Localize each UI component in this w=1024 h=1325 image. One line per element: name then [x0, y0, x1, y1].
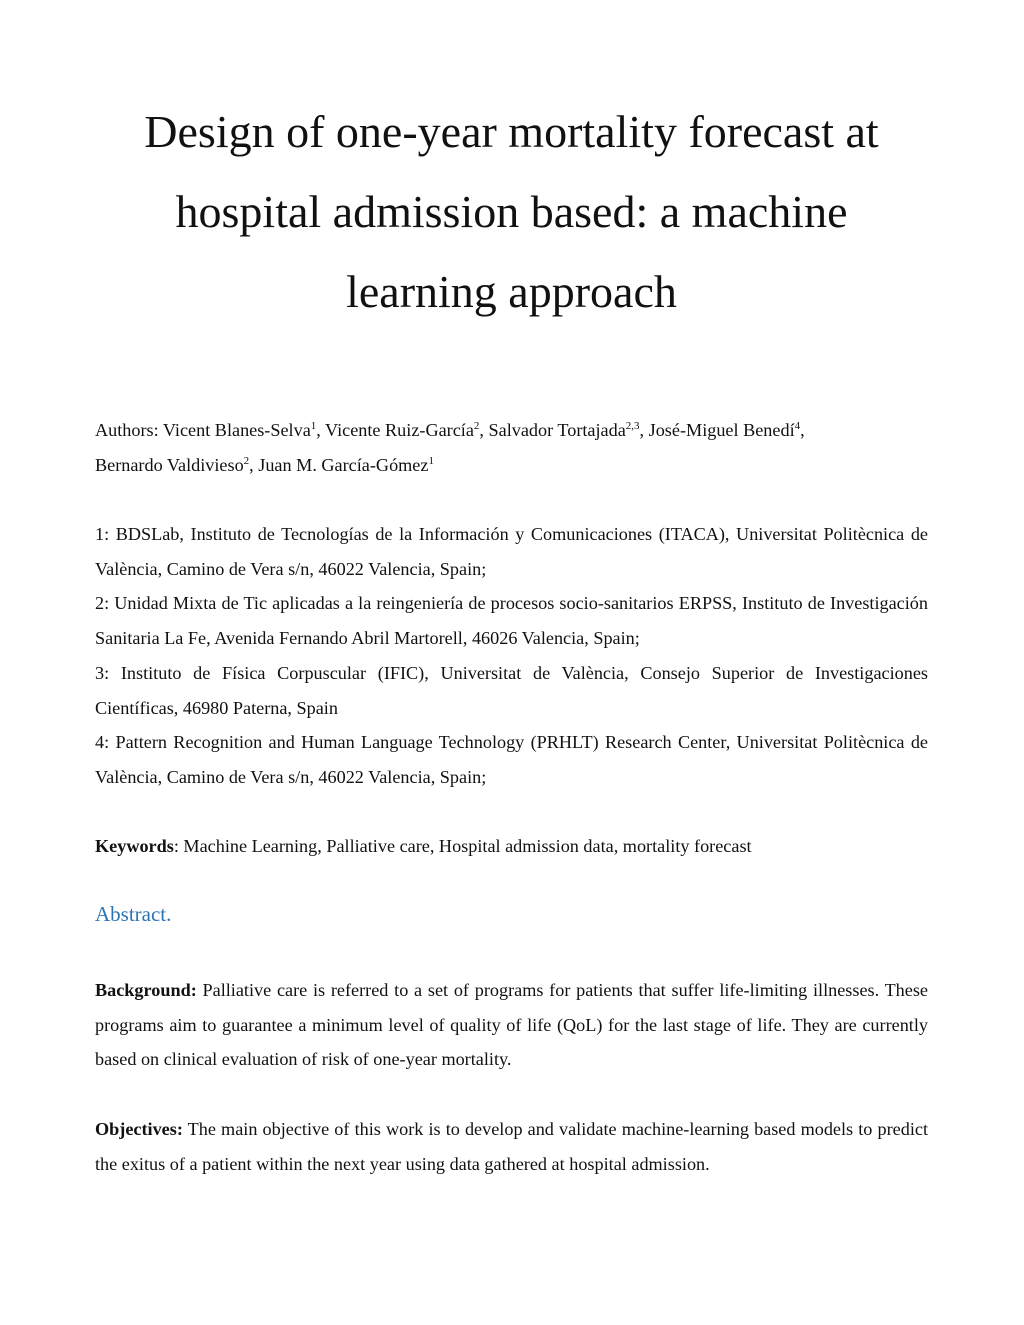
author: Salvador Tortajada$^{2,3}$	[488, 420, 640, 440]
objectives-text: The main objective of this work is to develop and validate machine-learning based models to predict the exitus of a patient within the next year using data gathered at hospital admission.	[95, 1119, 928, 1174]
author: Vicente Ruiz-García$^2$	[325, 420, 480, 440]
background-text: Palliative care is referred to a set of programs for patients that suffer life-limiting illnesses. These programs aim to guarantee a minimum level of quality of life (QoL) for the last stage of life. They are currently based on clinical evaluation of risk of one-year mortality.	[95, 980, 928, 1070]
keywords	[95, 829, 928, 864]
affiliation: 1: BDSLab, Instituto de Tecnologías de la Información y Comunicaciones (ITACA), Universitat Politècnica de València, Camino de Vera s/n, 46022 Valencia, Spain;	[95, 524, 928, 579]
keywords-text: : Machine Learning, Palliative care, Hospital admission data, mortality forecast	[173, 836, 752, 856]
title-line: hospital admission based: a machine	[175, 186, 848, 237]
abstract-heading: Abstract.	[95, 902, 172, 926]
objectives-label: Objectives:	[95, 1119, 183, 1139]
title-line: learning approach	[346, 266, 677, 317]
keywords-label: Keywords	[95, 836, 174, 856]
paper-title	[95, 92, 928, 332]
affiliation: 3: Instituto de Física Corpuscular (IFIC), Universitat de València, Consejo Superior de Investigaciones Científicas, 46980 Paterna, Spain	[95, 662, 928, 718]
author: Bernardo Valdivieso$^2$	[95, 454, 250, 475]
author: Vicent Blanes-Selva$^1$	[162, 420, 317, 440]
author: Juan M. García-Gómez$^1$	[258, 454, 434, 475]
authors: Authors: Vicent Blanes-Selva$^1$, Vicente Ruiz-García$^2$, Salvador Tortajada$^{2,3}$, José-Miguel Benedí$^4$, Bernardo Valdivieso$^2$, Juan M. García-Gómez$^1$	[95, 420, 805, 475]
authors-label: Authors:	[95, 420, 159, 440]
affiliation: 4: Pattern Recognition and Human Language Technology (PRHLT) Research Center, Universitat Politècnica de València, Camino de Vera s/n, 46022 Valencia, Spain;	[95, 732, 928, 787]
objectives-paragraph	[95, 1112, 928, 1181]
affiliations	[95, 517, 928, 795]
title-line: Design of one-year mortality forecast at	[144, 106, 879, 157]
affiliation: 2: Unidad Mixta de Tic aplicadas a la reingeniería de procesos socio-sanitarios ERPSS, Instituto de Investigación Sanitaria La Fe, Avenida Fernando Abril Martorell, 46026 Valencia, Spain;	[95, 593, 928, 649]
background-label: Background:	[95, 980, 197, 1000]
background-paragraph	[95, 973, 928, 1077]
author: José-Miguel Benedí$^4$	[648, 420, 801, 440]
